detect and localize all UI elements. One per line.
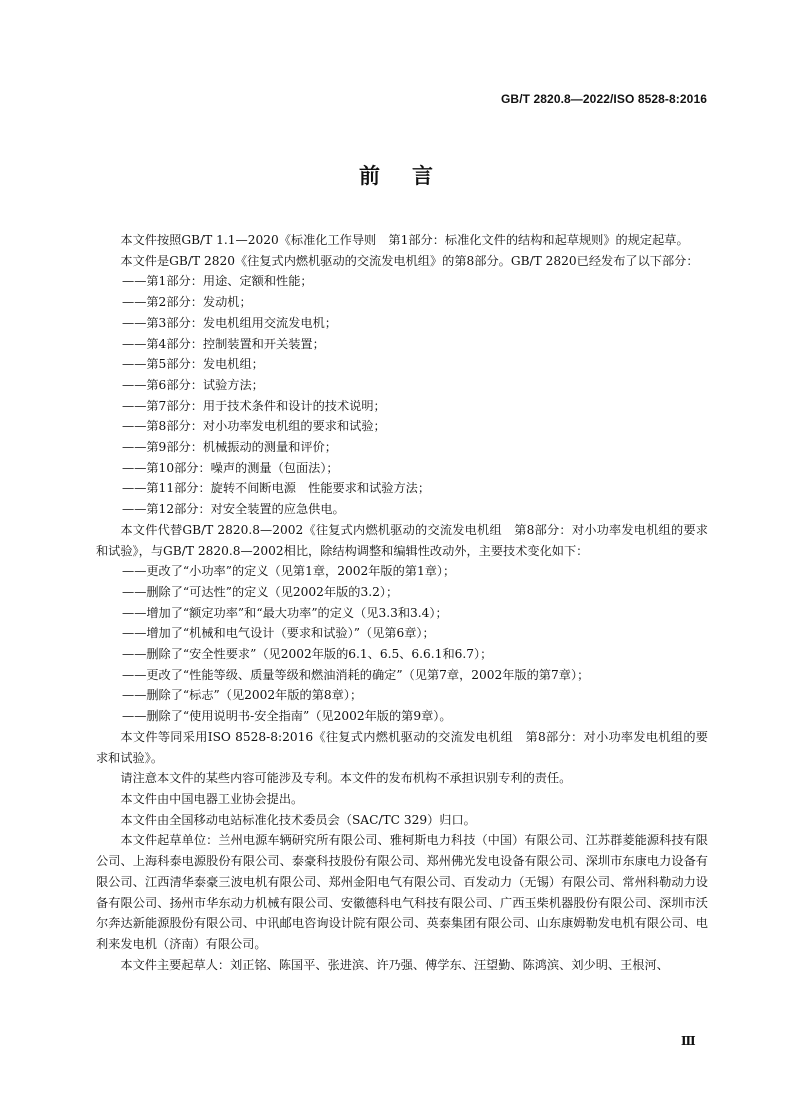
list-item: ——增加了“机械和电气设计（要求和试验）”（见第6章）； (122, 626, 435, 641)
list-item: ——第8部分：对小功率发电机组的要求和试验； (122, 419, 386, 434)
list-item: ——删除了“标志”（见2002年版的第8章）； (122, 688, 363, 703)
list-item: ——更改了“小功率”的定义（见第1章，2002年版的第1章）； (122, 564, 456, 579)
page-title: 前言 (359, 164, 465, 188)
document-body (96, 230, 708, 975)
list-item: ——第5部分：发电机组； (122, 357, 264, 372)
list-item: ——第11部分：旋转不间断电源 性能要求和试验方法； (122, 481, 431, 496)
paragraph: 本文件主要起草人：刘正铭、陈国平、张进滨、许乃强、傅学东、汪望勤、陈鸿滨、刘少明、王根河、 (120, 957, 669, 972)
paragraph: 本文件按照GB/T 1.1—2020《标准化工作导则 第1部分：标准化文件的结构和起草规则》的规定起草。 (120, 233, 689, 247)
standard-code: GB/T 2820.8—2022/ISO 8528-8:2016 (501, 92, 707, 106)
paragraph: 请注意本文件的某些内容可能涉及专利。本文件的发布机构不承担识别专利的责任。 (120, 771, 572, 786)
list-item: ——第2部分：发动机； (122, 295, 252, 310)
paragraph: 本文件等同采用ISO 8528-8:2016《往复式内燃机驱动的交流发电机组 第8部分：对小功率发电机组的要求和试验》。 (96, 729, 708, 765)
list-item: ——第12部分：对安全装置的应急供电。 (122, 502, 345, 517)
list-item: ——更改了“性能等级、质量等级和燃油消耗的确定”（见第7章，2002年版的第7章）； (122, 667, 590, 682)
list-item: ——删除了“使用说明书-安全指南”（见2002年版的第9章）。 (122, 709, 452, 724)
list-item: ——第9部分：机械振动的测量和评价； (122, 440, 337, 455)
list-item: ——第4部分：控制装置和开关装置； (122, 336, 325, 351)
paragraph: 本文件起草单位：兰州电源车辆研究所有限公司、雅柯斯电力科技（中国）有限公司、江苏群菱能源科技有限公司、上海科泰电源股份有限公司、泰豪科技股份有限公司、郑州佛光发电设备有限公司、深圳市东康电力设备有限公司、江西清华泰豪三波电机有限公司、郑州金阳电气有限公司、百发动力（无锡）有限公司、常州科勒动力设备有限公司、扬州市华东动力机械有限公司、安徽德科电气科技有限公司、广西玉柴机器股份有限公司、深圳市沃尔奔达新能源股份有限公司、中讯邮电咨询设计院有限公司、英泰集团有限公司、山东康姆勒发电机有限公司、电利来发电机（济南）有限公司。 (96, 833, 708, 951)
paragraph: 本文件是GB/T 2820《往复式内燃机驱动的交流发电机组》的第8部分。GB/T 2820已经发布了以下部分： (120, 253, 699, 268)
paragraph: 本文件由全国移动电站标准化技术委员会（SAC/TC 329）归口。 (120, 812, 476, 827)
list-item: ——删除了“安全性要求”（见2002年版的6.1、6.5、6.6.1和6.7）； (122, 647, 493, 662)
list-item: ——第1部分：用途、定额和性能； (122, 274, 313, 289)
list-item: ——第3部分：发电机组用交流发电机； (122, 315, 337, 330)
list-item: ——第7部分：用于技术条件和设计的技术说明； (122, 398, 386, 413)
paragraph: 本文件由中国电器工业协会提出。 (120, 791, 304, 806)
list-item: ——第10部分：噪声的测量（包面法）； (122, 460, 339, 475)
paragraph: 本文件代替GB/T 2820.8—2002《往复式内燃机驱动的交流发电机组 第8部分：对小功率发电机组的要求和试验》，与GB/T 2820.8—2002相比，除结构调整和编辑性改动外，主要技术变化如下： (96, 522, 708, 558)
page-number: Ⅲ (681, 1034, 696, 1048)
list-item: ——增加了“额定功率”和“最大功率”的定义（见3.3和3.4）； (122, 605, 448, 620)
list-item: ——第6部分：试验方法； (122, 377, 264, 392)
list-item: ——删除了“可达性”的定义（见2002年版的3.2）； (122, 584, 399, 599)
